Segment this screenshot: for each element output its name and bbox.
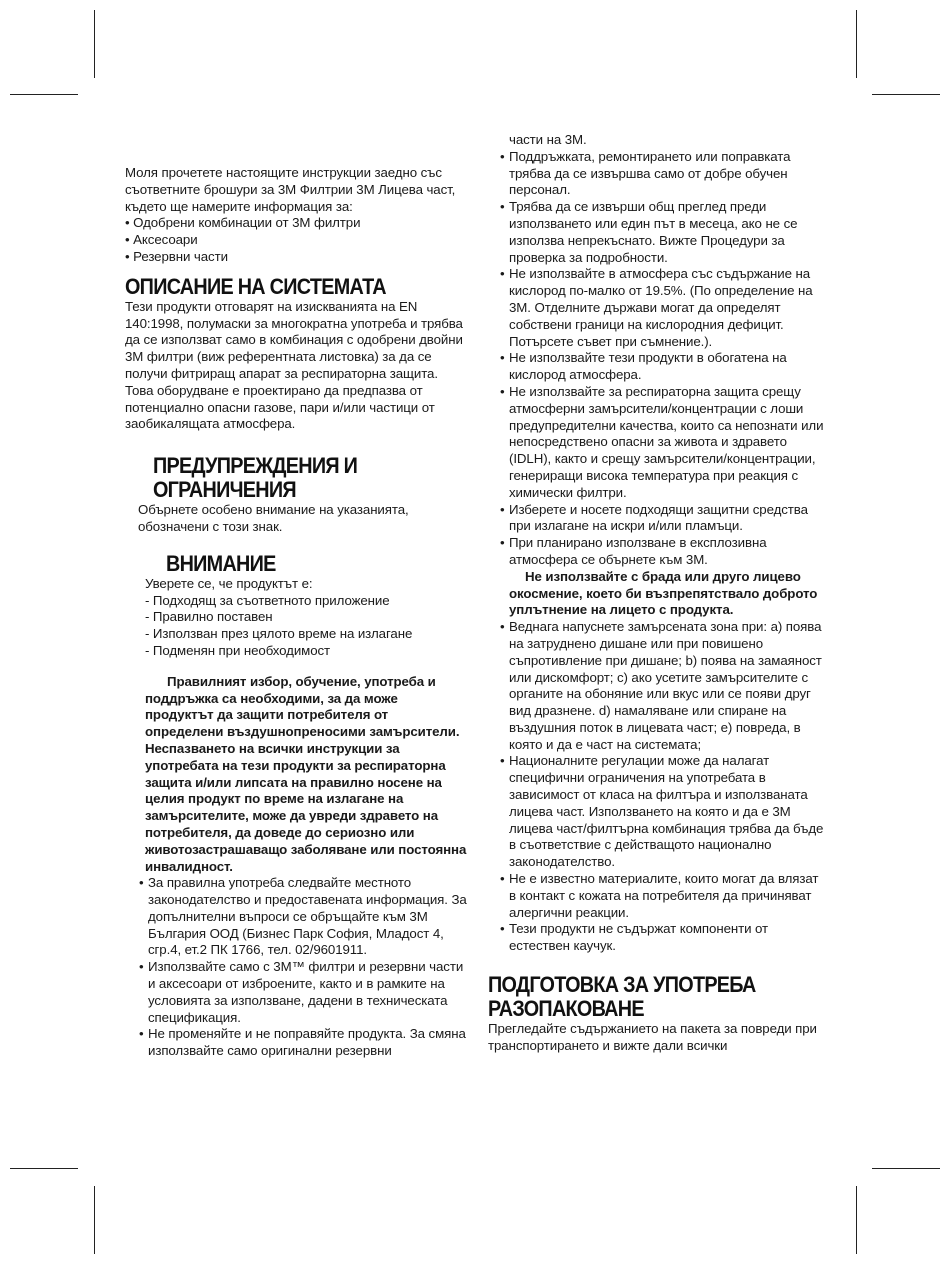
- system-text: Тези продукти отговарят на изискванията на EN 140:1998, полумаски за многократна употреба и трябва да се използват само в комбинация с одобрени двойни 3М филтри (виж референтната листовка) за да се получи фитриращ апарат за респираторна защита. Това оборудване е проектирано да предпазва от потенциално опасни газове, пари и/или частици от заобикалящата атмосфера.: [125, 298, 463, 432]
- attention-item: - Подходящ за съответното приложение: [145, 592, 390, 608]
- list-item: • За правилна употреба следвайте местното законодателство и предоставената информация. За допълнителни въпроси се обръщайте към 3М България ООД (Бизнес Парк София, Младост 4, сгр.4, ет.2 ПК 1766, тел. 02/9601911.: [139, 875, 467, 959]
- attention-item: - Подменян при необходимост: [145, 642, 331, 658]
- list-item: • Не използвайте тези продукти в обогатена на кислород атмосфера.: [500, 350, 828, 384]
- attention-section: [145, 552, 467, 1060]
- list-item: • Не променяйте и не поправяйте продукта. За смяна използвайте само оригинални резервни: [139, 1026, 467, 1060]
- list-item: • Веднага напуснете замърсената зона при: a) поява на затруднено дишане или при повишено съпротивление при дишане; b) поява на замаяност или дискомфорт; c) ако усетите замърсителите с органите на обоняние или вкус или се появи друг вид дразнене. d) намаляване или спиране на въздушния поток в лицевата част; e) повреда, в която и да е част на системата;: [500, 619, 828, 753]
- prep-text: Прегледайте съдържанието на пакета за повреди при транспортирането и вижте дали всички: [488, 1021, 817, 1053]
- attention-item: - Използван през цялото време на излагане: [145, 626, 413, 642]
- left-bullet-list: [139, 875, 467, 1060]
- warnings-heading-line2: ОГРАНИЧЕНИЯ: [153, 477, 296, 503]
- right-bullet-list: [500, 149, 828, 569]
- crop-mark: [872, 94, 940, 95]
- warnings-section: [153, 454, 467, 502]
- list-item: • Трябва да се извърши общ преглед преди използването или един път в месеца, ако не се използва непрекъснато. Вижте Процедури за проверка за подробности.: [500, 199, 828, 266]
- prep-heading-line1: ПОДГОТОВКА ЗА УПОТРЕБА: [488, 972, 756, 998]
- intro-item: • Резервни части: [125, 248, 228, 264]
- attention-bold-text: Правилният избор, обучение, употреба и поддръжка са необходими, за да може продуктът да защити потребителя от определени въздушнопреносими замърсители. Неспазването на всички инструкции за употребата на тези продукти за респираторна защита и/или липсата на правилно носене на целия продукт по време на излагане на замърсителите, може да увреди здравето на потребителя, да доведе до сериозно или животозастрашаващо заболяване или постоянна инвалидност.: [145, 673, 467, 874]
- continuation-text: части на 3М.: [509, 132, 587, 147]
- prep-heading: [488, 973, 794, 1021]
- attention-lead: Уверете се, че продуктът е:: [145, 575, 313, 591]
- left-column: [125, 165, 467, 1060]
- crop-mark: [10, 94, 78, 95]
- list-item: • Тези продукти не съдържат компоненти от естествен каучук.: [500, 921, 828, 955]
- intro-item: • Аксесоари: [125, 232, 198, 248]
- crop-mark: [856, 10, 857, 78]
- list-item: • Не използвайте за респираторна защита срещу атмосферни замърсители/концентрации с лоши предупредителни качества, които са непознати или непосредствено опасни за живота и здравето (IDLH), както и срещу замърсители/концентрации, генериращи висока температура при реакция с химически филтри.: [500, 384, 828, 502]
- attention-item: - Правилно поставен: [145, 609, 273, 625]
- right-bullet-list-2: [500, 619, 828, 955]
- intro-text: Моля прочетете настоящите инструкции заедно със съответните брошури за 3М Филтрии 3М Лицева част, където ще намерите информация за:: [125, 165, 456, 214]
- warnings-heading-line1: ПРЕДУПРЕЖДЕНИЯ И: [153, 453, 358, 479]
- crop-mark: [872, 1168, 940, 1169]
- attention-heading: ВНИМАНИЕ: [166, 550, 276, 576]
- list-item: • Поддръжката, ремонтирането или поправката трябва да се извършва само от добре обучен персонал.: [500, 149, 828, 199]
- list-item: • При планирано използване в експлозивна атмосфера се обърнете към 3М.: [500, 535, 828, 569]
- list-item: • Изберете и носете подходящи защитни средства при излагане на искри и/или пламъци.: [500, 502, 828, 536]
- list-item: • Не е известно материалите, които могат да влязат в контакт с кожата на потребителя да причиняват алергични реакции.: [500, 871, 828, 921]
- crop-mark: [10, 1168, 78, 1169]
- warnings-heading: [153, 454, 436, 502]
- prep-heading-line2: РАЗОПАКОВАНЕ: [488, 996, 644, 1022]
- list-item: • Не използвайте в атмосфера със съдържание на кислород по-малко от 19.5%. (По определение на 3М. Отделните държави могат да определят собствени граници на кислородния дефицит. Потърсете съвет при съмнение.).: [500, 266, 828, 350]
- right-column: [488, 132, 828, 1055]
- list-item: • Националните регулации може да налагат специфични ограничения на употребата в зависимост от класа на филтъра и използваната лицева част. Използването на която и да е 3М лицева част/филтърна комбинация трябва да бъде в съответствие с действащото национално законодателство.: [500, 753, 828, 871]
- crop-mark: [94, 10, 95, 78]
- list-item: • Използвайте само с 3M™ филтри и резервни части и аксесоари от изброените, както и в рамките на условията за използване, дадени в техническата спецификация.: [139, 959, 467, 1026]
- system-heading: ОПИСАНИЕ НА СИСТЕМАТА: [125, 273, 386, 299]
- beard-warning: Не използвайте с брада или друго лицево окосмение, което би възпрепятствало доброто уплътнение на лицето с продукта.: [509, 568, 818, 618]
- crop-mark: [856, 1186, 857, 1254]
- warnings-text: Обърнете особено внимание на указанията, обозначени с този знак.: [138, 502, 409, 534]
- crop-mark: [94, 1186, 95, 1254]
- intro-item: • Одобрени комбинации от 3М филтри: [125, 215, 361, 231]
